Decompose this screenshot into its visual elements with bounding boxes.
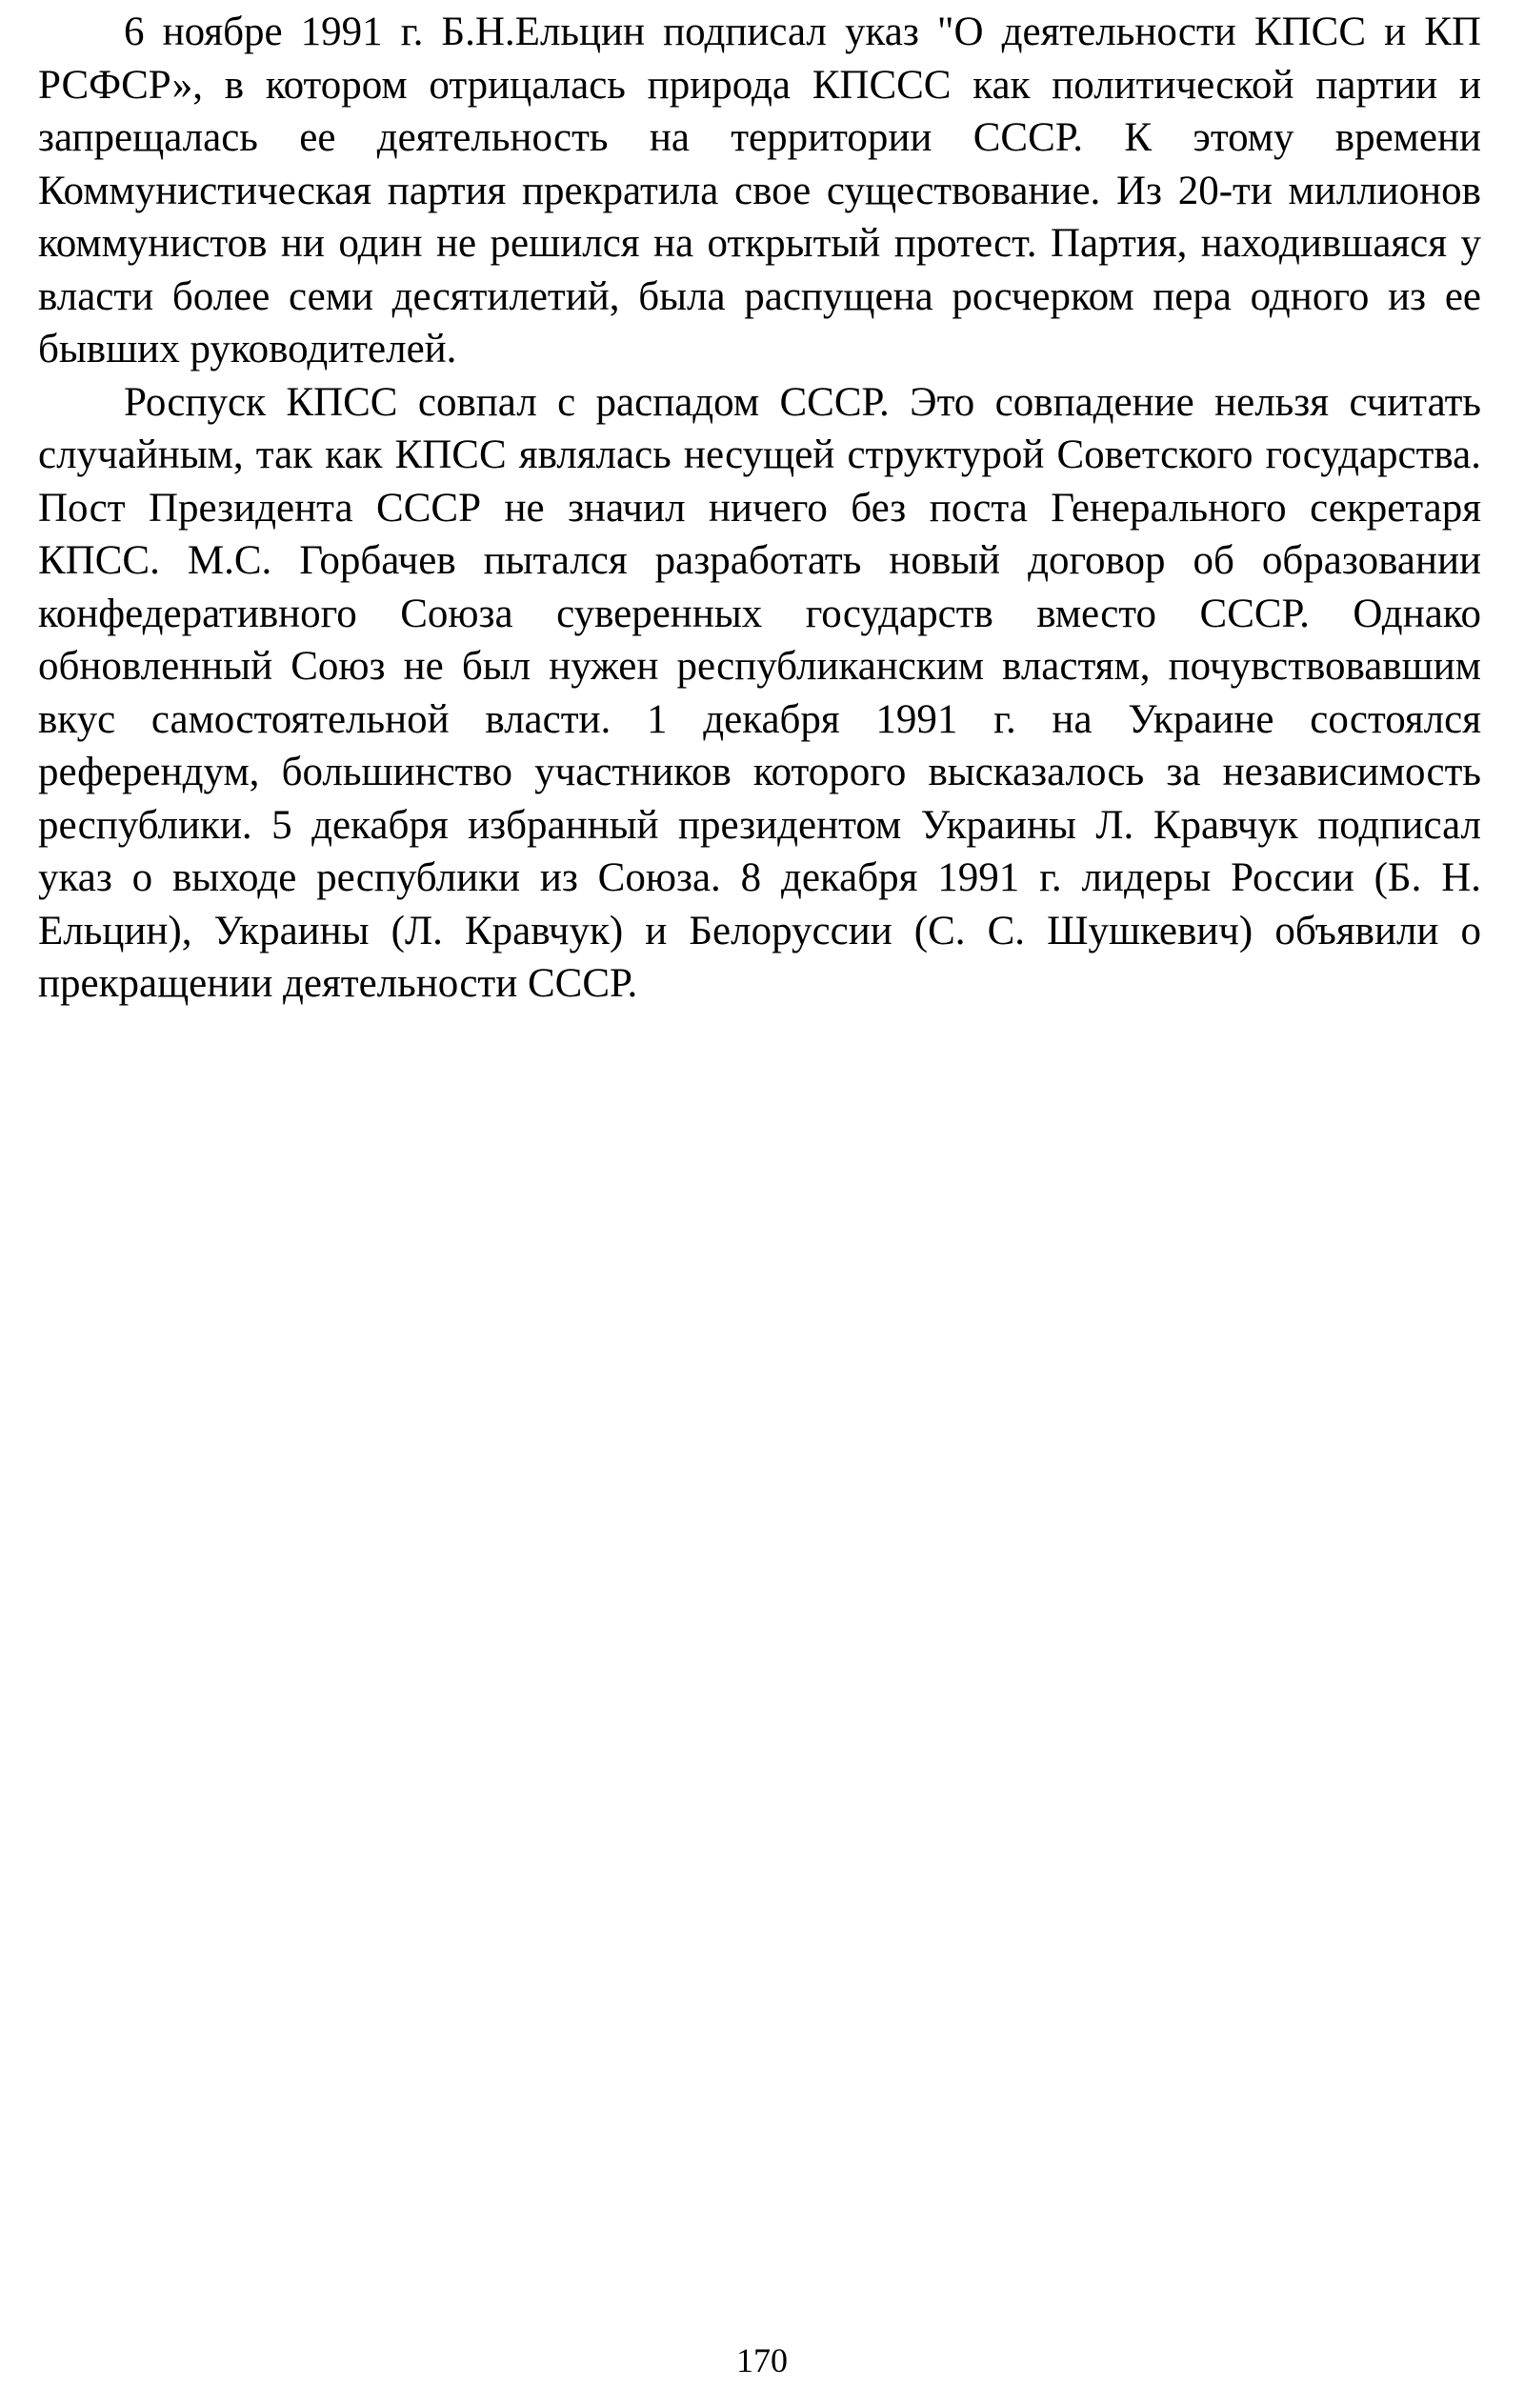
body-text bbox=[38, 6, 1481, 1011]
paragraph-2: Роспуск КПСС совпал с распадом СССР. Это совпадение нельзя считать случайным, так как КПСС являлась несущей структурой Советского государства. Пост Президента СССР не значил ничего без поста Генерального секретаря КПСС. М.С. Горбачев пытался разработать новый договор об образовании конфедеративного Союза суверенных государств вместо СССР. Однако обновленный Союз не был нужен республиканским властям, почувствовавшим вкус самостоятельной власти. 1 декабря 1991 г. на Украине состоялся референдум, большинство участников которого высказалось за независимость республики. 5 декабря избранный президентом Украины Л. Кравчук подписал указ о выходе республики из Союза. 8 декабря 1991 г. лидеры России (Б. Н. Ельцин), Украины (Л. Кравчук) и Белоруссии (С. С. Шушкевич) объявили о прекращении деятельности СССР. bbox=[38, 379, 1481, 1006]
page-number: 170 bbox=[736, 2341, 788, 2379]
paragraph-1: 6 ноябре 1991 г. Б.Н.Ельцин подписал указ "О деятельности КПСС и КП РСФСР», в котором отрицалась природа КПССС как политической партии и запрещалась ее деятельность на территории СССР. К этому времени Коммунистическая партия прекратила свое существование. Из 20-ти миллионов коммунистов ни один не решился на открытый протест. Партия, находившаяся у власти более семи десятилетий, была распущена росчерком пера одного из ее бывших руководителей. bbox=[38, 10, 1481, 371]
